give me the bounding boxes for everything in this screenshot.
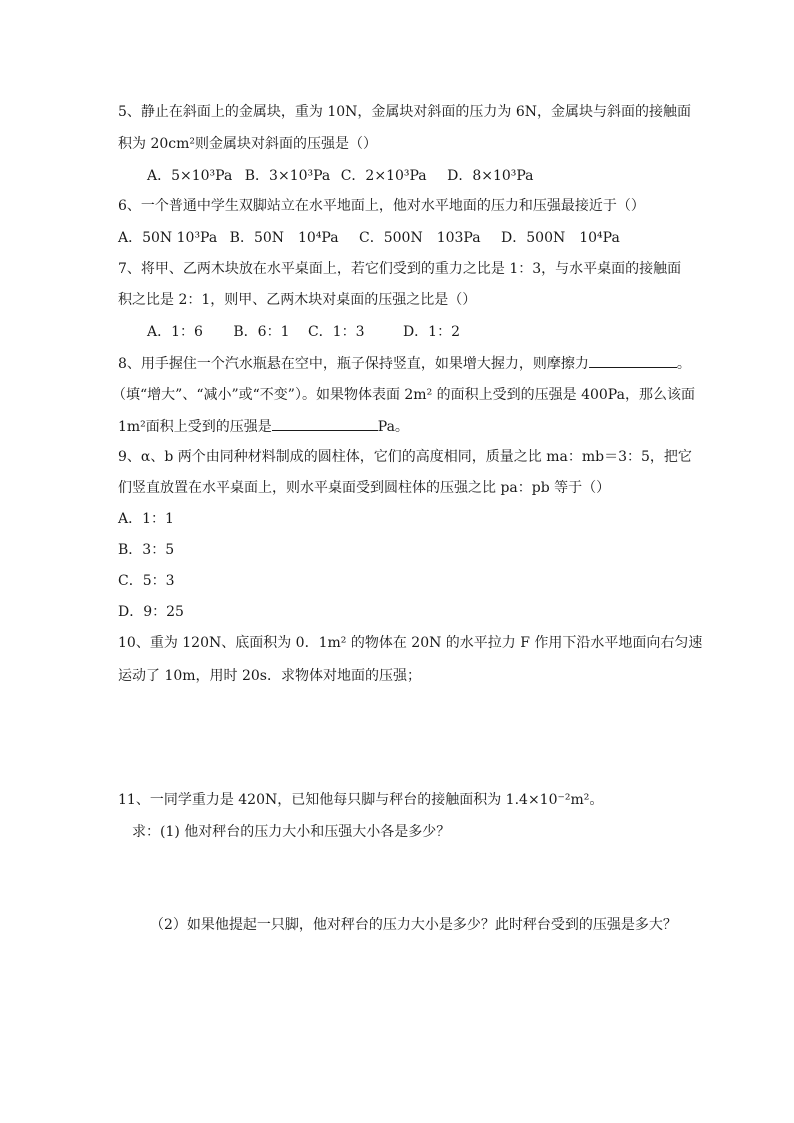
q8-line3-text: 1m²面积上受到的压强是	[118, 419, 272, 435]
q9-line2: 们竖直放置在水平桌面上，则水平桌面受到圆柱体的压强之比 pa：pb 等于（）	[118, 480, 611, 496]
q6-option-c: C．500N 103Pa	[359, 230, 481, 246]
q7-option-d: D．1：2	[402, 324, 460, 340]
q8-line3-end: Pa。	[377, 419, 409, 435]
q11-line2: 求：(1) 他对秤台的压力大小和压强大小各是多少？	[132, 824, 451, 840]
q5-line2: 积为 20cm²则金属块对斜面的压强是（）	[118, 136, 377, 152]
q7-options	[147, 322, 460, 342]
q9-option-d: D．9：25	[118, 604, 184, 620]
q7-option-a: A．1：6	[147, 324, 203, 340]
q7-option-b: B．6：1	[233, 324, 290, 340]
q11-line3: （2）如果他提起一只脚，他对秤台的压力大小是多少？此时秤台受到的压强是多大？	[150, 917, 677, 933]
q10-line2: 运动了 10m，用时 20s．求物体对地面的压强；	[118, 668, 421, 684]
q8-answer-blank-1[interactable]	[589, 353, 677, 368]
q8-answer-blank-2[interactable]	[272, 416, 378, 431]
q6-option-d: D．500N 10⁴Pa	[501, 230, 620, 246]
q8-line3	[118, 416, 409, 437]
q8-line2: （填“增大”、“减小”或“不变”）。如果物体表面 2m² 的面积上受到的压强是 400Pa，那么该面	[112, 387, 695, 403]
q10-line1: 10、重为 120N、底面积为 0．1m² 的物体在 20N 的水平拉力 F 作用下沿水平地面向右匀速	[118, 635, 703, 651]
q8-line1-text: 8、用手握住一个汽水瓶悬在空中，瓶子保持竖直，如果增大握力，则摩擦力	[118, 356, 589, 372]
q9-line1: 9、α、b 两个由同种材料制成的圆柱体，它们的高度相同，质量之比 ma：mb＝3：5，把它	[118, 449, 692, 465]
q7-line1: 7、将甲、乙两木块放在水平桌面上，若它们受到的重力之比是 1：3，与水平桌面的接触面	[118, 261, 682, 277]
q5-option-a: A．5×10³Pa	[147, 168, 233, 184]
q9-option-c: C．5：3	[118, 573, 175, 589]
q6-option-b: B．50N 10⁴Pa	[229, 230, 339, 246]
q7-option-c: C．1：3	[307, 324, 365, 340]
q8-line1-end: 。	[676, 356, 691, 372]
q6-options	[118, 228, 620, 248]
q11-line1: 11、一同学重力是 420N，已知他每只脚与秤台的接触面积为 1.4×10⁻²m²。	[118, 792, 604, 808]
q5-options	[147, 166, 534, 186]
q9-option-a: A．1：1	[118, 511, 174, 527]
q5-option-c: C．2×10³Pa	[340, 168, 427, 184]
q5-option-b: B．3×10³Pa	[244, 168, 331, 184]
q5-line1: 5、静止在斜面上的金属块，重为 10N，金属块对斜面的压力为 6N，金属块与斜面的接触面	[118, 104, 692, 120]
q6-option-a: A．50N 10³Pa	[118, 230, 218, 246]
q5-option-d: D．8×10³Pa	[447, 168, 534, 184]
q8-line1	[118, 353, 691, 374]
q6-line1: 6、一个普通中学生双脚站立在水平地面上，他对水平地面的压力和压强最接近于（）	[118, 198, 645, 214]
q7-line2: 积之比是 2：1，则甲、乙两木块对桌面的压强之比是（）	[118, 292, 477, 308]
q9-option-b: B．3：5	[118, 542, 175, 558]
